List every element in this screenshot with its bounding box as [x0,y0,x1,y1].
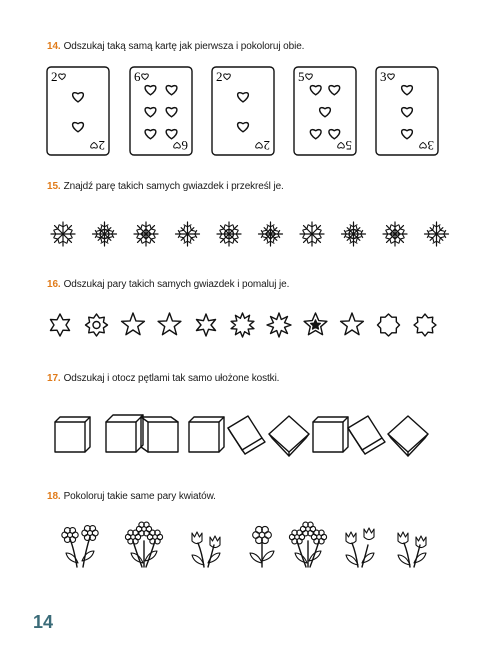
playing-card[interactable] [130,67,192,155]
tulip-pair-icon[interactable] [346,528,374,567]
cube-tilted-icon[interactable] [228,416,265,454]
task-number: 15. [47,181,61,192]
cube-diamond-icon[interactable] [269,416,309,456]
snowflake-a-icon[interactable] [51,222,75,246]
five-point-star-icon[interactable] [122,313,145,335]
task-number: 18. [47,491,61,502]
six-point-star-icon[interactable] [50,314,69,336]
tulip-pair-icon[interactable] [192,532,220,567]
nested-star-icon[interactable] [304,313,327,335]
ten-point-star-icon[interactable] [231,313,254,337]
card-rank: 3 [380,69,387,84]
cube-front-icon[interactable] [313,417,348,452]
heart-icon [238,93,249,102]
heart-icon [320,108,331,117]
page-number: 14 [33,612,54,632]
tulip-pair-icon[interactable] [398,532,426,567]
rounded-star-icon[interactable] [378,314,400,336]
snowflake-d-icon[interactable] [176,222,200,246]
card-rank-inverted: 3 [427,138,434,153]
playing-card[interactable] [294,67,356,155]
cube-front-icon[interactable] [55,417,90,452]
heart-icon [402,86,413,95]
cube-left-icon[interactable] [106,415,143,452]
eight-point-star-icon[interactable] [414,314,436,336]
card-rank-inverted: 5 [345,138,352,153]
task-text: Znajdź parę takich samych gwiazdek i przekreśl je. [63,181,284,192]
task-text: Odszukaj i otocz pętlami tak samo ułożone kostki. [63,373,280,384]
heart-icon [402,130,413,139]
flower-star-icon[interactable] [86,314,108,336]
cube-right-icon[interactable] [141,417,178,452]
card-rank-inverted: 2 [98,138,105,153]
task-number: 14. [47,41,61,52]
snowflake-e-icon[interactable] [217,222,241,246]
heart-icon [73,123,84,132]
snowflake-i-icon[interactable] [383,222,407,246]
heart-icon [73,93,84,102]
heart-icon [166,108,177,117]
heart-icon [329,130,340,139]
eight-point-star-icon[interactable] [196,314,215,336]
heart-icon [402,108,413,117]
five-point-star-icon[interactable] [341,313,364,335]
snowflake-f-icon[interactable] [259,222,283,246]
three-daisies-icon[interactable] [125,522,162,567]
card-rank: 6 [134,69,141,84]
card-rank: 2 [216,69,223,84]
heart-icon [310,130,321,139]
playing-card[interactable] [376,67,438,155]
snowflake-j-icon[interactable] [425,222,449,246]
task-text: Pokoloruj takie same pary kwiatów. [63,491,216,502]
snowflake-b-icon[interactable] [93,222,117,246]
snowflake-g-icon[interactable] [300,222,324,246]
card-rank-inverted: 6 [181,138,188,153]
heart-icon [238,123,249,132]
heart-icon [145,130,156,139]
card-rank-inverted: 2 [263,138,270,153]
heart-icon [145,86,156,95]
heart-icon [166,130,177,139]
snowflake-c-icon[interactable] [134,222,158,246]
cube-diamond-icon[interactable] [388,416,428,456]
snowflake-h-icon[interactable] [342,222,366,246]
heart-icon [329,86,340,95]
single-daisy-icon[interactable] [250,526,274,567]
task-text: Odszukaj taką samą kartę jak pierwsza i pokoloruj obie. [63,41,305,52]
heart-icon [310,86,321,95]
heart-icon [145,108,156,117]
heart-icon [166,86,177,95]
five-point-star-icon[interactable] [158,313,181,335]
cube-tilted-icon[interactable] [348,416,385,454]
two-daisies-icon[interactable] [62,526,98,567]
playing-card[interactable] [212,67,274,155]
playing-card[interactable] [47,67,109,155]
task-text: Odszukaj pary takich samych gwiazdek i pomaluj je. [63,279,290,290]
burst-star-icon[interactable] [267,313,291,337]
cube-front-icon[interactable] [189,417,224,452]
task-number: 17. [47,373,61,384]
card-rank: 5 [298,69,305,84]
card-rank: 2 [51,69,58,84]
three-daisies-icon[interactable] [289,522,326,567]
task-number: 16. [47,279,61,290]
